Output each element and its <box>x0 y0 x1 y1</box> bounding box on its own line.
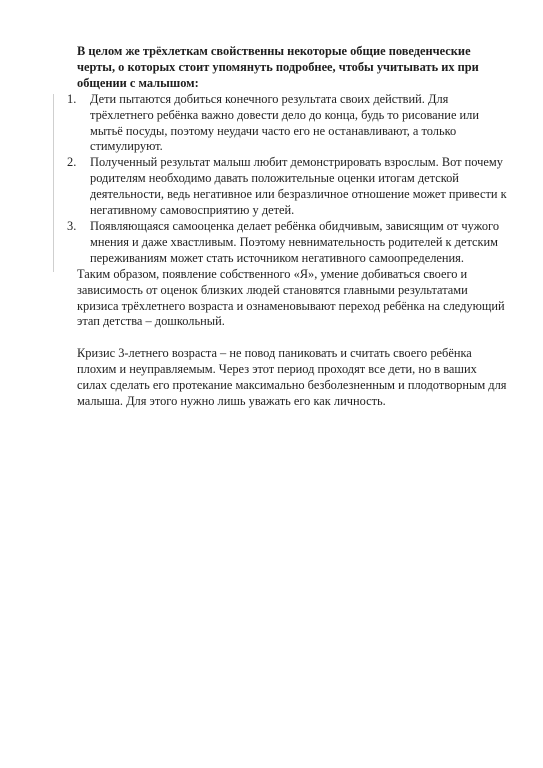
margin-line <box>53 94 54 272</box>
summary-paragraph: Таким образом, появление собственного «Я», умение добиваться своего и зависимость от оценок близких людей становятся главными результатами кризиса трёхлетнего возраста и ознаменовывают переход ребёнка на следующий этап детства – дошкольный. <box>77 266 505 329</box>
list-item <box>67 218 509 267</box>
list-item-text: Дети пытаются добиться конечного результата своих действий. Для трёхлетнего ребёнка важно довести дело до конца, будь то рисование или мытьё посуды, поэтому неудачи часто его не останавливают, а только стимулируют. <box>90 91 479 154</box>
list-item <box>67 155 509 219</box>
list-item-number: 3. <box>67 218 77 233</box>
document-body <box>67 44 509 410</box>
conclusion-paragraph: Кризис 3-летнего возраста – не повод паниковать и считать своего ребёнка плохим и неуправляемым. Через этот период проходят все дети, но в ваших силах сделать его протекание максимально безболезненным и плодотворным для малыша. Для этого нужно лишь уважать его как личность. <box>77 346 507 409</box>
list-item-number: 2. <box>67 155 77 170</box>
list-item-text: Полученный результат малыш любит демонстрировать взрослым. Вот почему родителям необходимо давать положительные оценки итогам детской деятельности, ведь негативное или безразличное отношение может привести к негативному самовосприятию у детей. <box>90 155 507 218</box>
list-item <box>67 91 509 156</box>
list-item-text: Появляющаяся самооценка делает ребёнка обидчивым, зависящим от чужого мнения и даже хвастливым. Поэтому невнимательность родителей к детским переживаниям может стать источником негативного самоопределения. <box>90 218 500 265</box>
list-item-number: 1. <box>67 91 77 106</box>
numbered-list <box>67 91 509 267</box>
intro-paragraph: В целом же трёхлеткам свойственны некоторые общие поведенческие черты, о которых стоит упомянуть подробнее, чтобы учитывать их при общении с малышом: <box>77 44 479 90</box>
